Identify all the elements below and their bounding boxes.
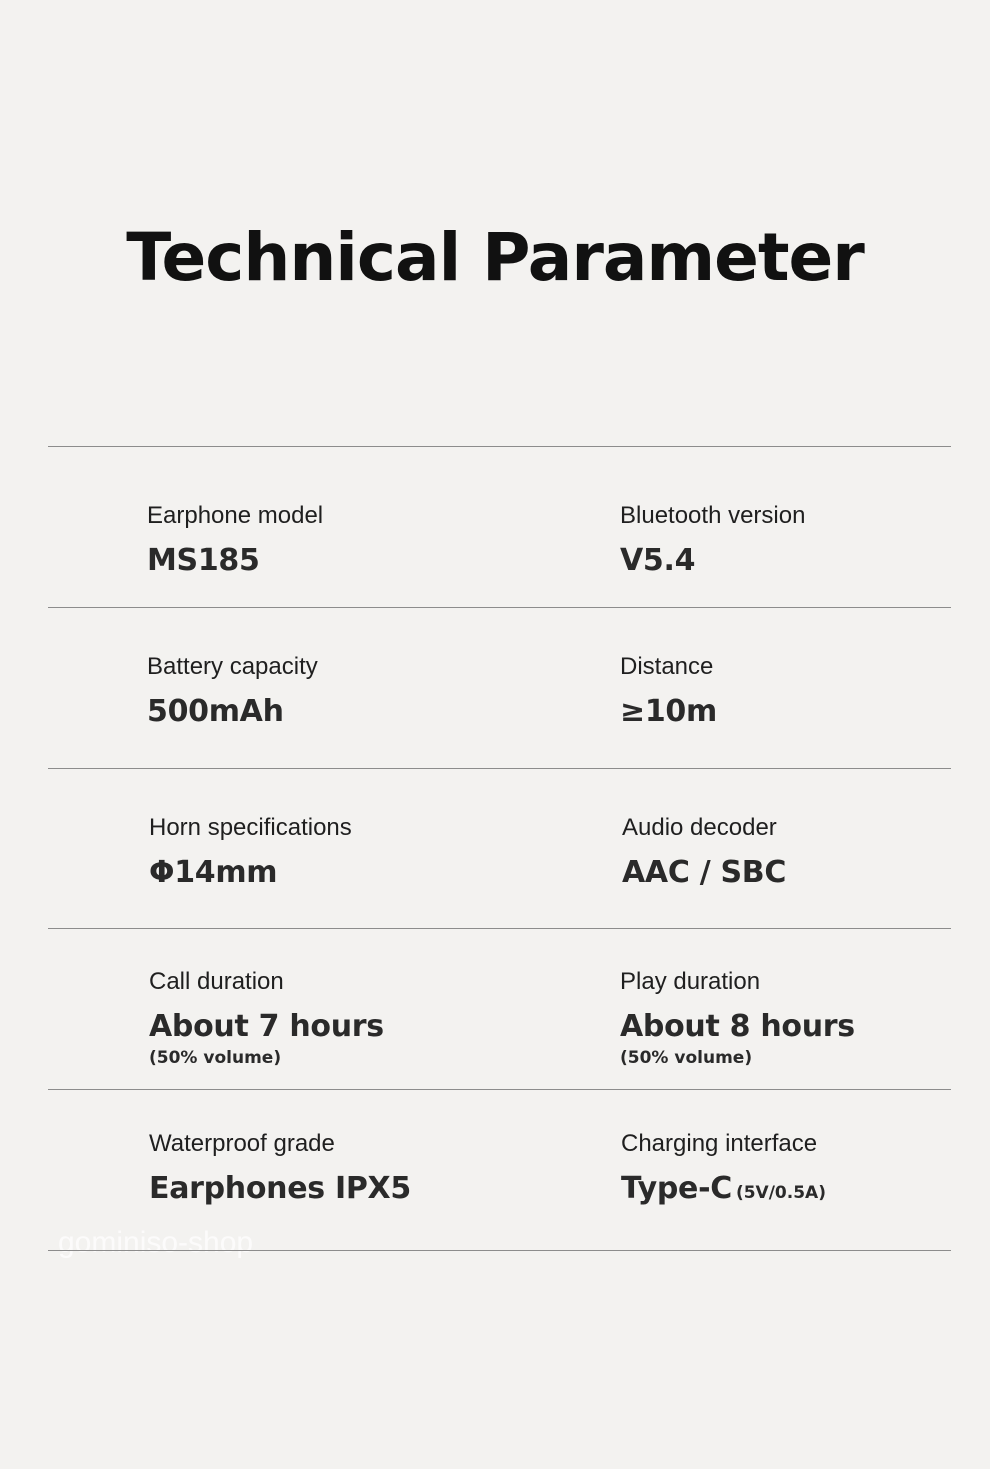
divider <box>48 607 951 608</box>
spec-value: About 8 hours <box>620 1009 855 1044</box>
spec-waterproof-grade <box>149 1130 411 1207</box>
divider <box>48 928 951 929</box>
spec-value: Earphones IPX5 <box>149 1171 411 1206</box>
spec-earphone-model <box>147 502 323 579</box>
spec-value: MS185 <box>147 543 260 578</box>
spec-value: 500mAh <box>147 694 284 729</box>
spec-value: Φ14mm <box>149 855 278 890</box>
divider <box>48 1250 951 1251</box>
divider <box>48 446 951 447</box>
spec-label: Play duration <box>620 968 761 995</box>
spec-bluetooth-version <box>620 502 805 579</box>
spec-value: AAC / SBC <box>622 855 787 890</box>
spec-label: Battery capacity <box>147 653 318 680</box>
spec-distance <box>620 653 717 730</box>
spec-label: Bluetooth version <box>620 502 806 529</box>
spec-battery-capacity <box>147 653 318 730</box>
spec-value: Type-C <box>621 1171 732 1206</box>
spec-value: About 7 hours <box>149 1009 384 1044</box>
spec-note: (50% volume) <box>149 1048 282 1068</box>
spec-label: Charging interface <box>621 1130 818 1157</box>
spec-label: Audio decoder <box>622 814 777 841</box>
watermark: gominiso-shop <box>58 1226 254 1259</box>
spec-label: Earphone model <box>147 502 324 529</box>
spec-label: Call duration <box>149 968 284 995</box>
spec-label: Waterproof grade <box>149 1130 335 1157</box>
spec-horn-specifications <box>149 814 352 891</box>
page-title: Technical Parameter <box>126 219 864 296</box>
spec-value: ≥10m <box>620 694 717 729</box>
spec-label: Horn specifications <box>149 814 352 841</box>
spec-label: Distance <box>620 653 714 680</box>
spec-value: V5.4 <box>620 543 696 578</box>
spec-audio-decoder <box>622 814 786 891</box>
divider <box>48 1089 951 1090</box>
spec-note: (5V/0.5A) <box>735 1183 826 1203</box>
spec-play-duration <box>620 968 855 1068</box>
spec-charging-interface <box>621 1130 826 1211</box>
divider <box>48 768 951 769</box>
spec-value-row <box>621 1171 826 1211</box>
spec-call-duration <box>149 968 384 1068</box>
spec-note: (50% volume) <box>620 1048 753 1068</box>
